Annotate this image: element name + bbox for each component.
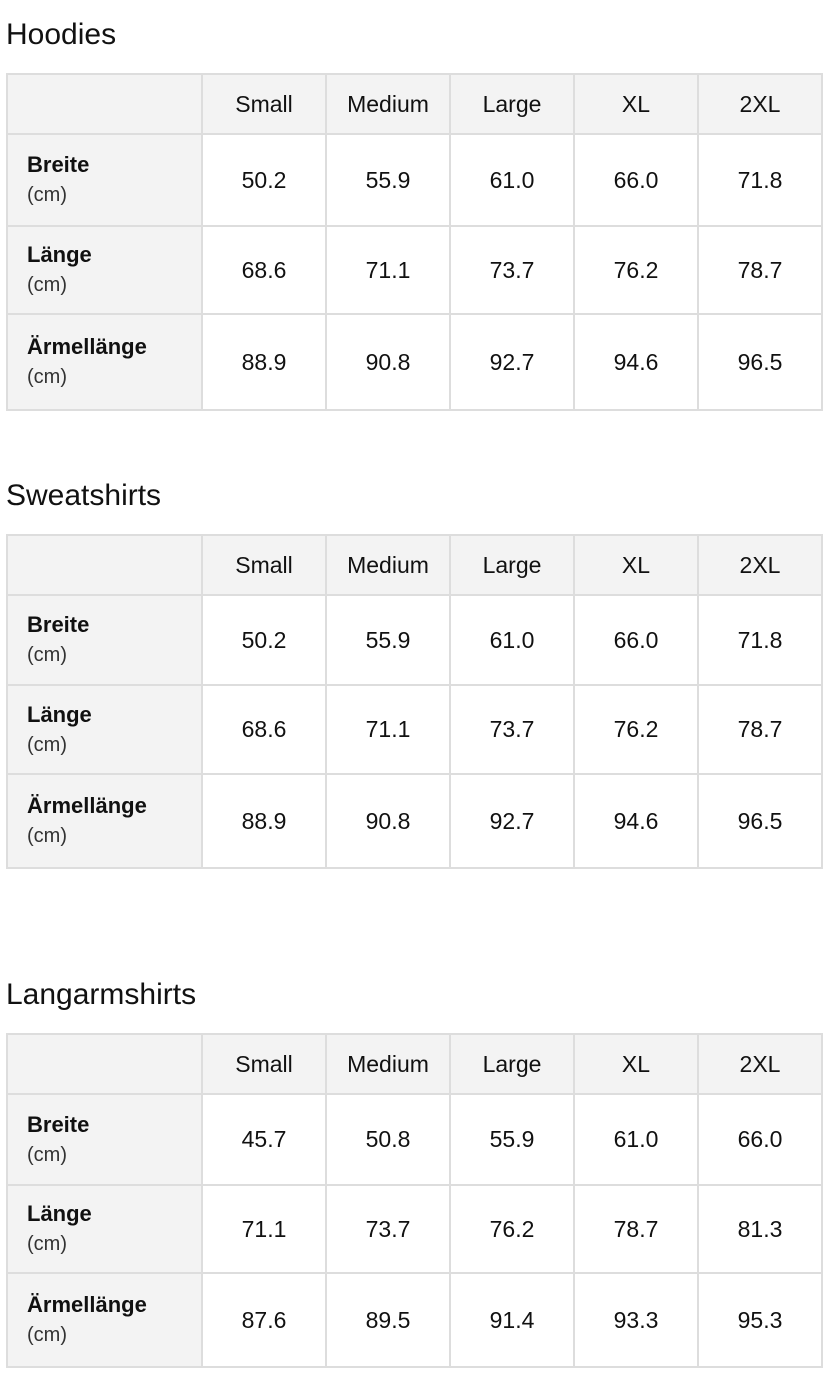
value-cell: 55.9 (326, 134, 450, 226)
size-header: Medium (326, 535, 450, 595)
row-unit: (cm) (27, 1233, 67, 1255)
corner-cell (7, 1034, 202, 1094)
value-cell: 76.2 (574, 226, 698, 314)
value-cell: 66.0 (574, 134, 698, 226)
value-cell: 73.7 (450, 685, 574, 774)
value-cell: 50.2 (202, 134, 326, 226)
size-header: 2XL (698, 1034, 822, 1094)
size-header: XL (574, 535, 698, 595)
value-cell: 92.7 (450, 774, 574, 868)
value-cell: 50.8 (326, 1094, 450, 1185)
value-cell: 68.6 (202, 226, 326, 314)
value-cell: 96.5 (698, 314, 822, 410)
value-cell: 88.9 (202, 774, 326, 868)
table-row (7, 226, 822, 314)
value-cell: 78.7 (698, 226, 822, 314)
row-header (7, 314, 202, 410)
row-label: Breite (27, 612, 90, 637)
row-unit: (cm) (27, 825, 67, 847)
value-cell: 68.6 (202, 685, 326, 774)
size-header: 2XL (698, 74, 822, 134)
row-header (7, 134, 202, 226)
value-cell: 95.3 (698, 1273, 822, 1367)
size-table-langarmshirts (6, 1033, 823, 1368)
corner-cell (7, 74, 202, 134)
row-header (7, 1094, 202, 1185)
section-title-langarmshirts: Langarmshirts (6, 978, 197, 1011)
value-cell: 71.1 (326, 226, 450, 314)
value-cell: 93.3 (574, 1273, 698, 1367)
value-cell: 96.5 (698, 774, 822, 868)
size-header: Small (202, 535, 326, 595)
row-unit: (cm) (27, 1143, 67, 1166)
size-header: Large (450, 535, 574, 595)
table-row (7, 685, 822, 774)
value-cell: 90.8 (326, 314, 450, 410)
value-cell: 76.2 (450, 1185, 574, 1273)
row-label: Ärmellänge (27, 793, 147, 818)
size-header: Small (202, 74, 326, 134)
value-cell: 76.2 (574, 685, 698, 774)
size-header: Small (202, 1034, 326, 1094)
size-header: 2XL (698, 535, 822, 595)
value-cell: 78.7 (698, 685, 822, 774)
section-title-sweatshirts: Sweatshirts (6, 479, 162, 512)
corner-cell (7, 535, 202, 595)
row-label: Ärmellänge (27, 1292, 147, 1317)
section-title-hoodies: Hoodies (6, 18, 117, 51)
row-header (7, 774, 202, 868)
size-header: XL (574, 74, 698, 134)
size-header: Large (450, 74, 574, 134)
value-cell: 88.9 (202, 314, 326, 410)
value-cell: 55.9 (450, 1094, 574, 1185)
value-cell: 71.8 (698, 595, 822, 685)
row-header (7, 1185, 202, 1273)
value-cell: 61.0 (450, 134, 574, 226)
table-row (7, 1185, 822, 1273)
value-cell: 90.8 (326, 774, 450, 868)
header-row (7, 535, 822, 595)
table-row (7, 314, 822, 410)
header-row (7, 74, 822, 134)
row-label: Breite (27, 152, 90, 177)
row-label: Ärmellänge (27, 334, 147, 359)
value-cell: 55.9 (326, 595, 450, 685)
value-cell: 61.0 (450, 595, 574, 685)
row-unit: (cm) (27, 184, 67, 206)
row-label: Länge (27, 1201, 92, 1226)
row-unit: (cm) (27, 1324, 67, 1346)
value-cell: 71.1 (326, 685, 450, 774)
header-row (7, 1034, 822, 1094)
row-header (7, 685, 202, 774)
row-header (7, 226, 202, 314)
table-row (7, 595, 822, 685)
size-header: Large (450, 1034, 574, 1094)
row-unit: (cm) (27, 366, 67, 388)
row-label: Länge (27, 242, 92, 267)
value-cell: 94.6 (574, 774, 698, 868)
value-cell: 92.7 (450, 314, 574, 410)
table-row (7, 774, 822, 868)
row-header (7, 1273, 202, 1367)
size-table-hoodies (6, 73, 823, 411)
value-cell: 94.6 (574, 314, 698, 410)
table-row (7, 1273, 822, 1367)
value-cell: 91.4 (450, 1273, 574, 1367)
value-cell: 50.2 (202, 595, 326, 685)
row-unit: (cm) (27, 644, 67, 666)
value-cell: 66.0 (574, 595, 698, 685)
table-row (7, 1094, 822, 1185)
size-header: Medium (326, 74, 450, 134)
row-header (7, 595, 202, 685)
row-label: Länge (27, 701, 92, 727)
value-cell: 73.7 (326, 1185, 450, 1273)
value-cell: 89.5 (326, 1273, 450, 1367)
value-cell: 73.7 (450, 226, 574, 314)
value-cell: 66.0 (698, 1094, 822, 1185)
value-cell: 71.8 (698, 134, 822, 226)
value-cell: 78.7 (574, 1185, 698, 1273)
value-cell: 45.7 (202, 1094, 326, 1185)
value-cell: 61.0 (574, 1094, 698, 1185)
table-row (7, 134, 822, 226)
size-table-sweatshirts (6, 534, 823, 869)
value-cell: 87.6 (202, 1273, 326, 1367)
row-unit: (cm) (27, 274, 67, 296)
size-header: XL (574, 1034, 698, 1094)
row-label: Breite (27, 1111, 90, 1137)
row-unit: (cm) (27, 733, 67, 756)
value-cell: 81.3 (698, 1185, 822, 1273)
value-cell: 71.1 (202, 1185, 326, 1273)
size-header: Medium (326, 1034, 450, 1094)
